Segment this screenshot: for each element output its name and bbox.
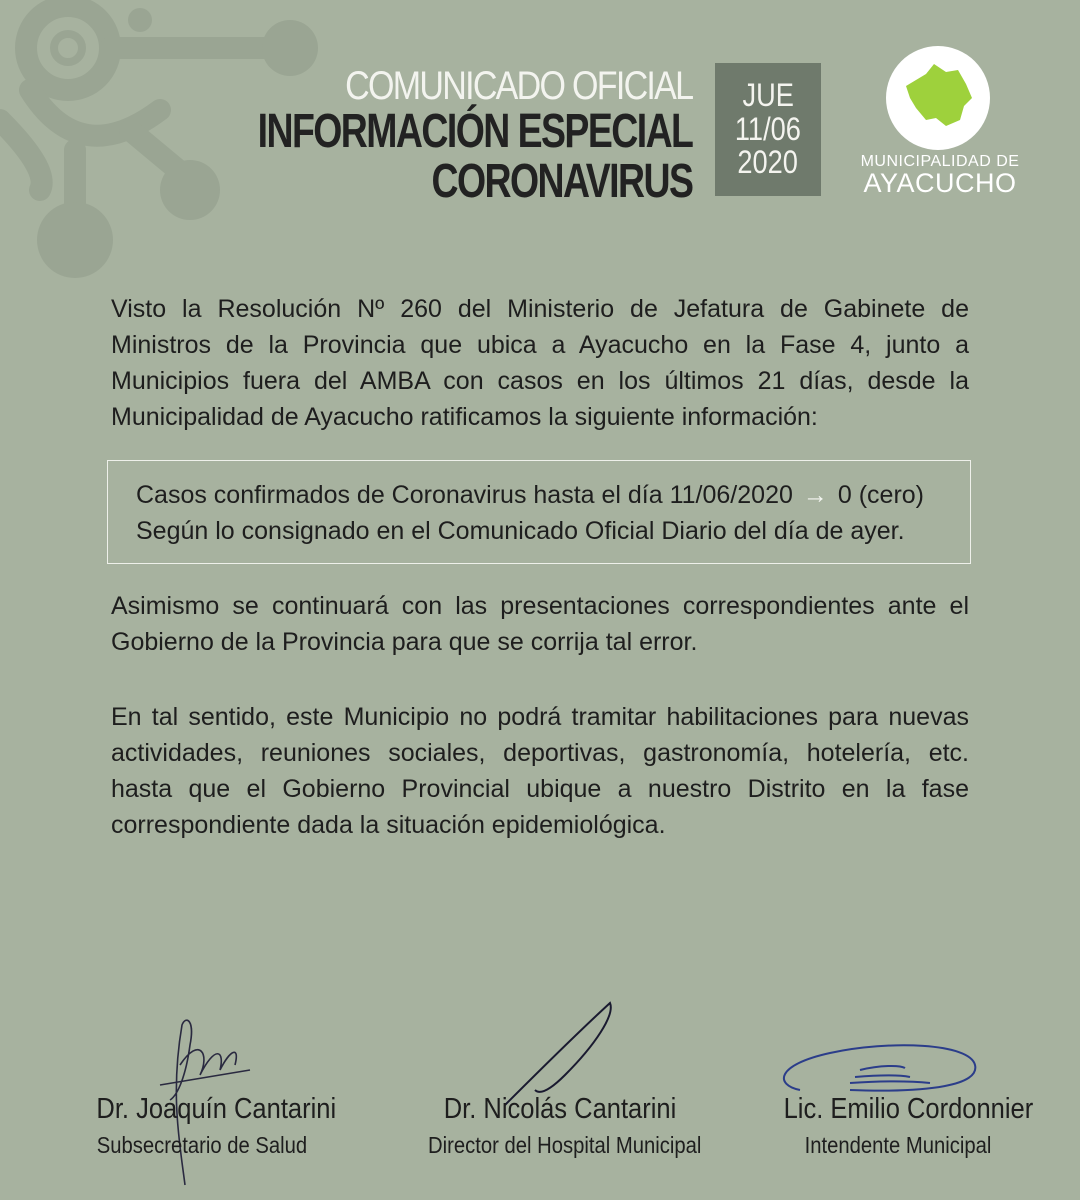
date-daymonth: 11/06 (734, 110, 802, 147)
paragraph-presentations: Asimismo se continuará con las presentaciones correspondientes ante el Gobierno de la Provincia para que se corrija tal error. (111, 592, 969, 656)
date-year: 2020 (737, 144, 799, 181)
header-title-block (135, 66, 692, 206)
signature-block-3 (768, 1093, 1034, 1159)
header-line-comunicado: COMUNICADO OFICIAL (344, 64, 692, 108)
municipality-logo (886, 46, 990, 150)
signatory-name: Dr. Nicolás Cantarini (443, 1093, 677, 1125)
signatory-role: Subsecretario de Salud (96, 1132, 308, 1158)
signature-mark-3 (770, 1035, 985, 1100)
arrow-right-icon: → (802, 481, 828, 509)
signatory-name: Lic. Emilio Cordonnier (783, 1093, 1034, 1125)
date-box (715, 63, 821, 196)
cases-info-box (107, 460, 971, 564)
cases-value: 0 (cero) (837, 481, 925, 509)
logo-line-municipalidad: MUNICIPALIDAD DE (860, 153, 1020, 170)
signatory-name: Dr. Joaquín Cantarini (96, 1093, 337, 1125)
signature-block-1 (82, 1093, 337, 1159)
cases-label: Casos confirmados de Coronavirus hasta el día 11/06/2020 (136, 481, 793, 509)
cases-line (136, 477, 942, 513)
paragraph-resolution: Visto la Resolución Nº 260 del Ministerio de Jefatura de Gabinete de Ministros de la Provincia que ubica a Ayacucho en la Fase 4, junto a Municipios fuera del AMBA con casos en los últimos 21 días, desde la Municipalidad de Ayacucho ratificamos la siguiente información: (111, 295, 969, 431)
ayacucho-map-icon (886, 46, 990, 150)
header-line-coronavirus: CORONAVIRUS (431, 155, 692, 208)
logo-line-ayacucho: AYACUCHO (863, 168, 1017, 198)
date-day: JUE (742, 77, 794, 114)
signatory-role: Intendente Municipal (804, 1132, 992, 1158)
signature-block-2 (410, 1093, 710, 1159)
logo-wordmark (850, 154, 1030, 197)
paragraph-restrictions: En tal sentido, este Municipio no podrá tramitar habilitaciones para nuevas actividades, reuniones sociales, deportivas, gastronomía, hotelería, etc. hasta que el Gobierno Provincial ubique a nuestro Distrito en la fase correspondiente dada la situación epidemiológica. (111, 703, 969, 839)
signatory-role: Director del Hospital Municipal (428, 1132, 702, 1158)
header-line-informacion: INFORMACIÓN ESPECIAL (257, 105, 692, 158)
cases-source-line: Según lo consignado en el Comunicado Oficial Diario del día de ayer. (136, 517, 905, 545)
